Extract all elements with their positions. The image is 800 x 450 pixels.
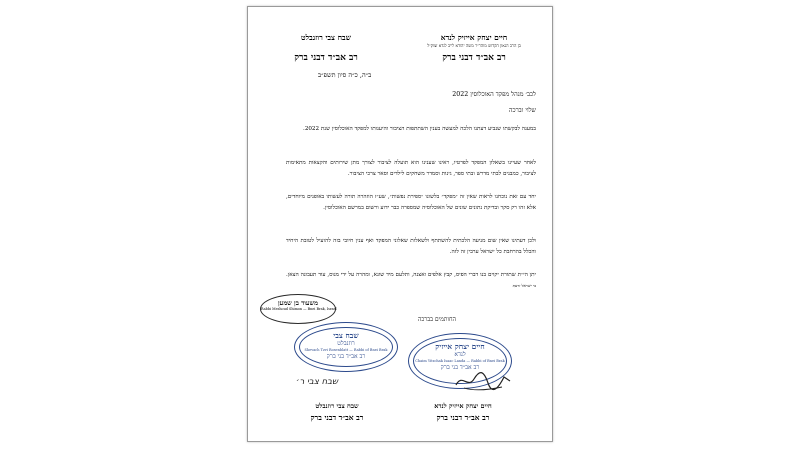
paragraph-5-text: יתן הי״ת שתורת יקוים בנו דברי הפיס, קבץ אלפים ואצנה, ותלעם מיד שונא, ומהרה על ידי מנוס, עוד תעבונה הצאן. [286, 272, 536, 278]
signature-block-left [282, 400, 392, 424]
paragraph-2: לאחר שעיינו בשאלון המפקד לפרטיו, ראינו שענינו הוא תועלה לציבור לצורך מתן שירותים והקצאות מתאימות לציבור, כמבנים לבתי מדרש ובתי ספר, גינות וסמדר משחקים לילדים וסאר צרכי הציבור. [286, 160, 536, 177]
stamp-meshoud [260, 294, 336, 324]
stamp-meshoud-english: Rabbi Meshoud Shimon — Bnei Brak, Israel [261, 307, 337, 311]
stamp-landa-line4: רב אב״ד בני ברק [440, 364, 480, 371]
stamp-rosenblatt-line2: רוזנבלט [337, 340, 355, 347]
signature-right-name: חיים יצחק אייזיק לנדא [434, 402, 492, 410]
letter-page [247, 6, 553, 442]
letterhead-left-title: רב אב״ד דבני ברק [294, 53, 358, 63]
letterhead-right [410, 33, 538, 65]
letterhead-right-title: רב אב״ד דבני ברק [442, 53, 506, 63]
stamp-rosenblatt-line4: רב אב״ד בני ברק [326, 353, 366, 360]
letter-date: ב״ה, כ״ה סיון תשפ״ב [318, 71, 372, 79]
paragraph-5 [286, 270, 536, 291]
stamp-landa-english: Chaim Yitzchak Isaac Landa — Rabbi of Bnei Brak [415, 359, 505, 363]
signature-block-right [408, 400, 518, 424]
stamp-rosenblatt-english: Shevach Tzvi Rosenblatt — Rabbi of Bnei Brak [304, 348, 388, 352]
paragraph-4: ולכן דעתינו שאין שום מניעה הלכתית להשתתף ולשאלות שאלוני המפקד ואף ענין חיובי בזה להועיל לטובת היחיד והכלל בהרחבת כל ישראל ערבין זה לזה. [286, 238, 536, 255]
letterhead-right-name: חיים יצחק אייזיק לנדא [440, 33, 508, 42]
letterhead-left-name: שבח צבי רוזנבלט [301, 33, 351, 42]
handwritten-signature-left: שבח צבי ר׳ [296, 377, 339, 387]
letter-addressee: לכב׳ מנהל מפקד האוכלוסין 2022 [452, 91, 536, 98]
signature-right-title: רב אב״ד דבני ברק [436, 413, 490, 422]
letterhead-left [262, 33, 390, 65]
paragraph-3: יחד עם זאת נוכחנו לראות שאין זה ״מפקד״ בלשונו ״ספירת נפשות״, שע״ז הוזהרה תורה לעשותו באופנים מיוחדים, אלא זהו רק סקר ובדיקת נתונים שונים של האוכלוסיה שמספרה כבר ידוע ורשום במרשם האוכלוסין. [286, 194, 536, 211]
signature-left-title: רב אב״ד דבני ברק [310, 413, 364, 422]
letter-greeting: שלוי וברכה [508, 107, 536, 114]
stamp-rosenblatt [294, 322, 398, 372]
stamp-meshoud-name: משעוד בן שמען [277, 299, 319, 307]
signature-left-name: שבח צבי רוזנבלט [315, 402, 359, 410]
signers-label: החותמים בברכה [417, 316, 456, 323]
stamp-landa-line1: חיים יצחק אייזיק [435, 342, 485, 351]
paragraph-5-note: בי ישראל זרעת [512, 282, 536, 288]
stamp-rosenblatt-line1: שבח צבי [333, 331, 359, 340]
letterhead-right-subline: בן הרב הגאון הקדוש מוהר״ר משה יהודא לייב לנדא זצוק״ל [427, 43, 521, 48]
handwritten-signature-right [454, 367, 514, 393]
stamp-landa-line2: לנדא [454, 351, 466, 358]
paragraph-1: במענה לבקשתו שנביע דעתנו הלכה למעשה בענין השתתפות הציבור והיענותו למפקד האוכלוסין שנת 2022. [303, 126, 536, 132]
